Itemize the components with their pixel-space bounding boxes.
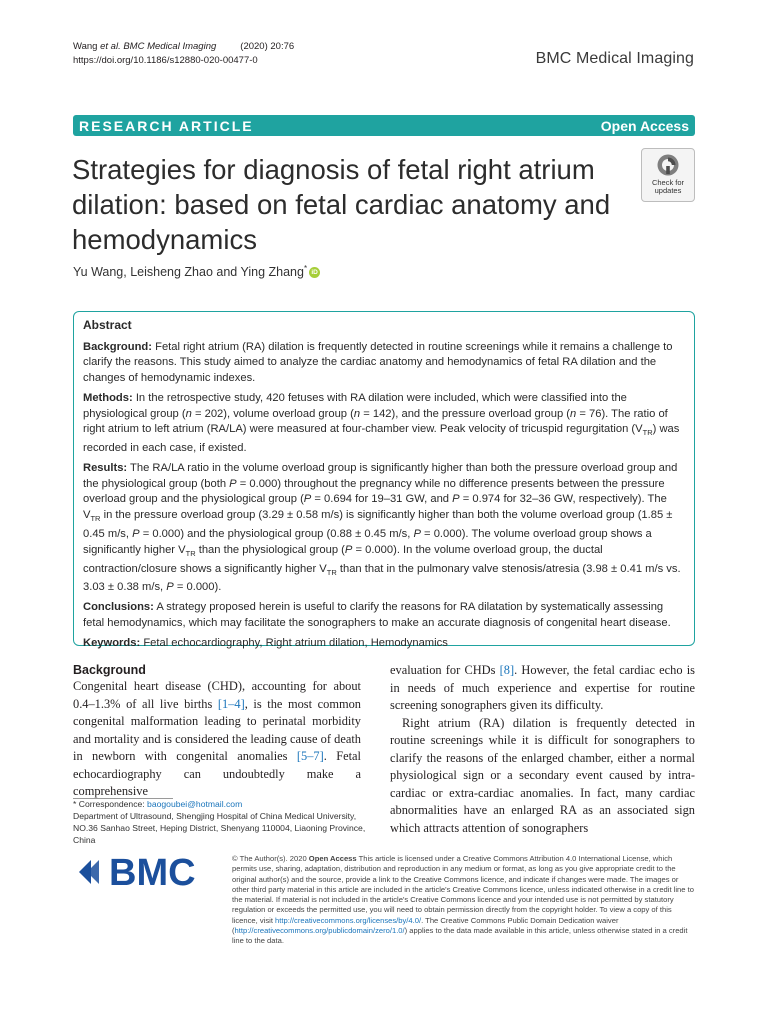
- abstract-conclusions: [83, 600, 685, 631]
- check-for-updates-label: [652, 179, 684, 195]
- right-text-2: . However, the fetal cardiac echo is in needs of much experience and expertise for routine screening sonographers given its difficulty.: [390, 663, 695, 712]
- citation-link[interactable]: [5–7]: [296, 749, 324, 763]
- results-p-3: P: [452, 493, 460, 506]
- correspondence-email-link[interactable]: baogoubei@hotmail.com: [147, 799, 243, 809]
- methods-n-1: n: [185, 407, 192, 420]
- author-list: [73, 265, 320, 279]
- results-text-2: = 0.000) throughout the pregnancy while no difference presents between the pressure overload group and the physiological group (: [83, 477, 665, 506]
- results-text-9: = 0.000). In the volume overload group, the ductal contraction/closure shows a significantly higher V: [83, 543, 603, 575]
- article-title: Strategies for diagnosis of fetal right atrium dilation: based on fetal cardiac anatomy and hemodynamics: [72, 154, 611, 255]
- citation-link[interactable]: [1–4]: [217, 696, 245, 711]
- keywords-label: Keywords:: [83, 636, 141, 649]
- open-access-label: Open Access: [600, 117, 689, 134]
- journal-name: BMC Medical Imaging: [535, 50, 694, 67]
- orcid-icon[interactable]: iD: [309, 267, 320, 278]
- abstract-methods: [83, 391, 685, 457]
- bmc-logo: [77, 852, 217, 892]
- abstract-background: [83, 340, 685, 387]
- correspondence-footnote: [73, 798, 373, 846]
- cc-zero-link[interactable]: http://creativecommons.org/publicdomain/zero/1.0/: [234, 926, 405, 936]
- check-for-updates-button[interactable]: [641, 148, 695, 202]
- results-sub-1: TR: [90, 514, 101, 524]
- license-open-access: Open Access: [308, 854, 357, 863]
- results-p-5: P: [413, 527, 421, 540]
- citation-header: [73, 40, 294, 68]
- methods-text-5: ) was recorded in each case, if existed.: [83, 423, 680, 455]
- citation-authors: Wang: [73, 41, 101, 52]
- results-text-1: The RA/LA ratio in the volume overload group is significantly higher than both the pressure overload group and the physiological group (both: [83, 461, 678, 490]
- background-text: Fetal right atrium (RA) dilation is frequently detected in routine screenings while it remains a challenge to clarify the reasons. This study aimed to analyze the cardiac anatomy and hemodynamics of fetal RA dilation and the changes of hemodynamic indexes.: [83, 340, 673, 385]
- citation-link[interactable]: [8]: [499, 663, 515, 677]
- left-text-1: Congenital heart disease (CHD), accounting for about 0.4–1.3% of all live births: [73, 679, 361, 711]
- methods-n-3: n: [570, 407, 577, 420]
- results-text-10: than that in the pulmonary valve stenosis/atresia (3.98 ± 0.41 m/s vs. 3.03 ± 0.38 m/s,: [83, 562, 681, 594]
- correspondence-label: * Correspondence:: [73, 799, 148, 809]
- bmc-logo-text: BMC: [109, 852, 196, 892]
- corresponding-marker: *: [303, 263, 308, 273]
- body-paragraph-3: Right atrium (RA) dilation is frequently detected in routine screenings while it is difficult for sonographers to clarify the reasons of the enlarged chamber, either a normal physiological sign or a secondary event caused by intra-cardiac or extra-cardiac anomalies. In fact, many cardiac abnormalities have an enlarged RA as an associated sign which attracts attention of sonographers: [390, 715, 695, 835]
- license-text-4: ) applies to the data made available in this article, unless otherwise stated in a credit line to the data.: [232, 926, 688, 946]
- methods-text-2: = 202), volume overload group (: [191, 407, 354, 420]
- methods-label: Methods:: [83, 391, 133, 404]
- results-p-6: P: [344, 543, 353, 556]
- methods-text-3: = 142), and the pressure overload group (: [360, 407, 571, 420]
- right-text-1: evaluation for CHDs: [390, 663, 500, 677]
- section-heading-background: Background: [73, 663, 146, 677]
- body-paragraph-2: [390, 662, 695, 715]
- check-line-2: updates: [654, 186, 682, 195]
- results-text-5: in the pressure overload group (3.29 ± 0.58 m/s) is significantly higher than both the volume overload group (1.85 ± 0.45 m/s,: [83, 508, 673, 540]
- results-text-11: = 0.000).: [173, 581, 222, 594]
- affiliation: Department of Ultrasound, Shengjing Hospital of China Medical University, NO.36 Sanhao Street, Heping District, Shenyang 110004, Liaoning Province, China: [73, 811, 366, 845]
- license-text-1: © The Author(s). 2020: [232, 854, 309, 863]
- body-column-left: [73, 662, 361, 801]
- abstract-box: [73, 311, 695, 649]
- license-statement: [232, 854, 695, 947]
- license-text-3: . The Creative Commons Public Domain Dedication waiver (: [232, 915, 619, 936]
- author-names: Yu Wang, Leisheng Zhao and Ying Zhang: [73, 265, 304, 279]
- doi-link[interactable]: https://doi.org/10.1186/s12880-020-00477-0: [73, 55, 258, 66]
- results-text-7: = 0.000). The volume overload group shows a significantly higher V: [83, 527, 652, 556]
- results-text-3: = 0.694 for 19–31 GW, and: [311, 493, 453, 506]
- methods-sub: TR: [642, 428, 653, 438]
- conclusions-label: Conclusions:: [83, 601, 154, 614]
- check-line-1: Check for: [651, 178, 685, 187]
- results-p-1: P: [229, 477, 237, 490]
- results-sub-3: TR: [326, 567, 337, 577]
- citation-volume: (2020) 20:76: [240, 41, 295, 52]
- results-p-2: P: [303, 493, 312, 506]
- citation-journal: et al. BMC Medical Imaging: [100, 41, 217, 52]
- keywords-text: Fetal echocardiography, Right atrium dilation, Hemodynamics: [143, 636, 448, 649]
- cc-by-link[interactable]: http://creativecommons.org/licenses/by/4.0/: [275, 915, 422, 925]
- article-type-banner: [73, 115, 695, 136]
- body-paragraph-1: [73, 678, 361, 801]
- license-text-2: This article is licensed under a Creative Commons Attribution 4.0 International License, which permits use, sharing, adaptation, distribution and reproduction in any medium or format, as long as you give appropriate credit to the original author(s) and the source, provide a link to the Creative Commons licence, and indicate if changes were made. The images or other third party material in this article are included in the article's Creative Commons licence, unless indicated otherwise in a credit line to the material. If material is not included in the article's Creative Commons licence and your intended use is not permitted by statutory regulation or exceeds the permitted use, you will need to obtain permission directly from the copyright holder. To view a copy of this licence, visit: [232, 854, 694, 925]
- crossmark-icon: [656, 153, 680, 177]
- methods-n-2: n: [353, 407, 361, 420]
- results-sub-2: TR: [185, 548, 196, 558]
- results-text-8: than the physiological group (: [195, 543, 345, 556]
- results-text-6: = 0.000) and the physiological group (0.88 ± 0.45 m/s,: [139, 527, 414, 540]
- results-label: Results:: [83, 461, 128, 474]
- methods-text-1: In the retrospective study, 420 fetuses with RA dilation were included, which were classified into the physiological group (: [83, 391, 627, 420]
- results-p-7: P: [166, 581, 174, 594]
- abstract-keywords: [83, 636, 685, 652]
- conclusions-text: A strategy proposed herein is useful to clarify the reasons for RA dilatation by systematically assessing fetal hemodynamics, which may facilitate the sonographers to make an accurate diagnosis of congenital heart disease.: [83, 601, 671, 629]
- abstract-results: [83, 461, 685, 596]
- results-text-4: = 0.974 for 32–36 GW, respectively). The V: [83, 493, 667, 521]
- left-text-2: , is the most common congenital malformation leading to perinatal morbidity and mortality and is considered the leading cause of death in newborn with congenital anomalies: [73, 696, 361, 763]
- article-type: RESEARCH ARTICLE: [79, 117, 254, 134]
- body-column-right: [390, 662, 695, 837]
- background-label: Background:: [83, 340, 152, 353]
- left-text-3: . Fetal echocardiography can undoubtedly make a comprehensive: [73, 749, 361, 798]
- abstract-heading: Abstract: [83, 318, 132, 332]
- results-p-4: P: [132, 527, 140, 540]
- methods-text-4: = 76). The ratio of right atrium to left atrium (RA/LA) were measured at four-chamber view. Peak velocity of tricuspid regurgitation (V: [83, 407, 668, 436]
